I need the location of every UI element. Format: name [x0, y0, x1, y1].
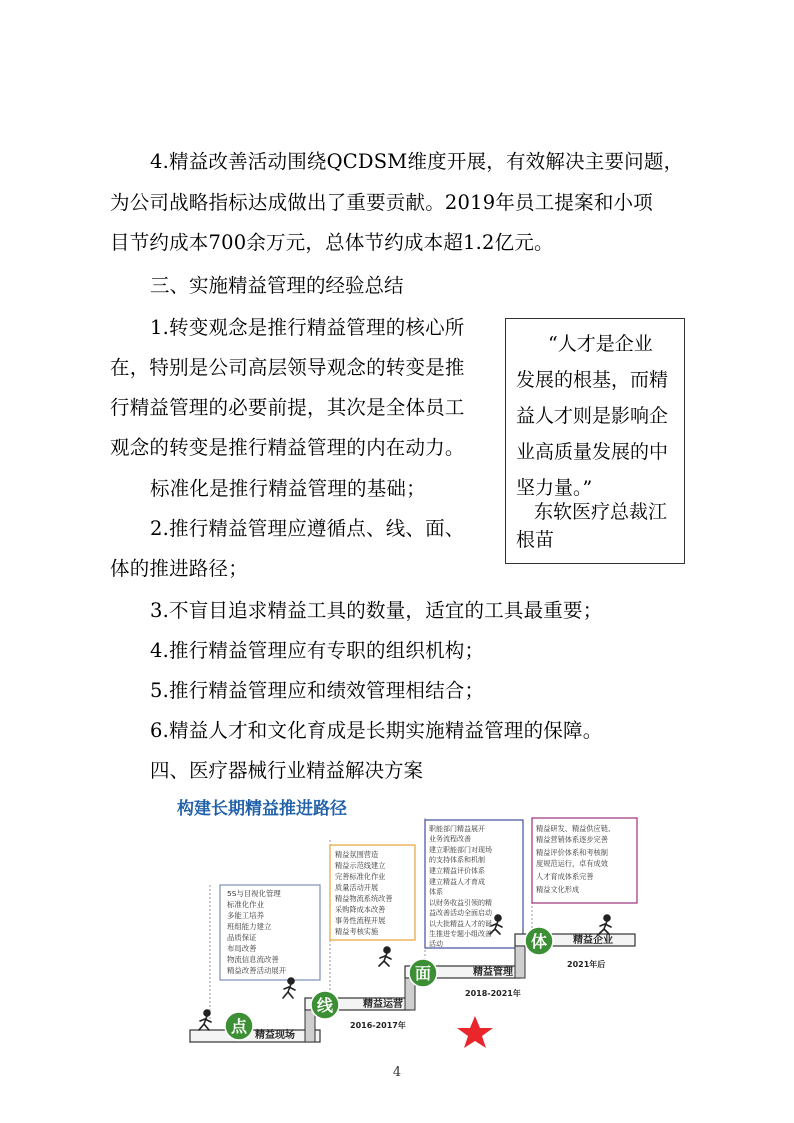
stage-period: 2021年后	[567, 960, 606, 969]
box3-item: 以财务收益引领的精	[429, 899, 492, 907]
stage-label: 精益运营	[363, 999, 403, 1010]
stage-label: 精益管理	[473, 967, 513, 978]
quote-author: 东软医疗总裁江	[534, 501, 668, 523]
item1-line1: 1.转变观念是推行精益管理的核心所	[150, 316, 465, 339]
box3-item: 业务流程改善	[429, 835, 471, 843]
box3-item: 生推进专题小组改善	[429, 930, 492, 938]
section-heading-3: 三、实施精益管理的经验总结	[150, 274, 404, 297]
box1-item: 标准化作业	[227, 900, 264, 909]
stage-period: 2018-2021年	[465, 989, 521, 998]
box4-item: 精益研发、精益供应链、	[536, 824, 616, 833]
quote-line: “人才是企业	[548, 333, 653, 355]
box1-item: 5S与目视化管理	[227, 889, 281, 898]
page-number: 4	[392, 1065, 402, 1080]
stage-period: 2016-2017年	[350, 1021, 406, 1030]
box4-item: 度规范运行，卓有成效	[536, 859, 608, 868]
box3-item: 体系	[429, 888, 443, 896]
box4-item: 精益营销体系逐步完善	[536, 835, 608, 844]
box4-item: 精益文化形成	[536, 885, 580, 894]
box3-item: 建立精益评价体系	[429, 867, 485, 875]
item1-line2: 在，特别是公司高层领导观念的转变是推	[110, 356, 465, 379]
box2-item: 采购降成本改善	[335, 905, 386, 914]
box4-item: 人才育成体系完善	[536, 872, 594, 881]
box3-item: 益改善活动全面启动	[429, 909, 492, 917]
quote-line: 益人才则是影响企	[516, 405, 669, 427]
svg-text:线: 线	[316, 996, 334, 1015]
section-heading-4: 四、医疗器械行业精益解决方案	[150, 759, 424, 782]
box2-item: 精益考核实施	[335, 927, 379, 936]
item1-line4: 观念的转变是推行精益管理的内在动力。	[110, 436, 465, 459]
box1-item: 布局改善	[227, 944, 257, 953]
stage-circle	[409, 959, 437, 987]
box3-item: 的支持体系和机制	[429, 856, 485, 864]
svg-text:点: 点	[230, 1017, 248, 1036]
standard-line: 标准化是推行精益管理的基础；	[150, 477, 426, 500]
box1-item: 品质保证	[227, 933, 257, 942]
walking-figure-icon	[283, 978, 295, 998]
box4-item: 精益评价体系和考核制	[536, 848, 608, 857]
diagram-title: 构建长期精益推进路径	[177, 799, 347, 819]
item5-line: 5.推行精益管理应和绩效管理相结合；	[150, 679, 485, 702]
box3-item: 建立精益人才育成	[429, 878, 485, 886]
box1-item: 班组能力建立	[227, 922, 272, 931]
quote-box	[505, 318, 685, 564]
para1-line1: 4.精益改善活动围绕QCDSM维度开展，有效解决主要问题，	[150, 150, 684, 173]
box1-item: 精益改善活动展开	[227, 966, 287, 975]
walking-figure-icon	[379, 947, 391, 966]
para1-line2: 为公司战略指标达成做出了重要贡献。2019年员工提案和小项	[110, 191, 653, 214]
quote-line: 坚力量。”	[516, 477, 593, 499]
walking-figure-icon	[199, 1010, 211, 1030]
para1-line3: 目节约成本700余万元，总体节约成本超1.2亿元。	[110, 231, 554, 254]
box1-item: 物流信息流改善	[227, 955, 279, 964]
box3-item: 以大批精益人才的诞	[429, 920, 492, 928]
item4-line: 4.推行精益管理应有专职的组织机构；	[150, 639, 485, 662]
box2-item: 精益示范线建立	[335, 861, 386, 870]
quote-line: 业高质量发展的中	[516, 441, 669, 463]
box2-item: 精益氛围营造	[335, 850, 379, 859]
item3-line: 3.不盲目追求精益工具的数量，适宜的工具最重要；	[150, 599, 603, 622]
box1-item: 多能工培养	[227, 911, 264, 920]
item6-line: 6.精益人才和文化育成是长期实施精益管理的保障。	[150, 719, 603, 742]
lean-path-diagram	[175, 790, 665, 1055]
svg-text:体: 体	[530, 932, 548, 951]
box3-item: 活动	[429, 940, 443, 948]
walking-figure-icon	[599, 915, 611, 934]
box2-item: 精益物流系统改善	[335, 894, 393, 903]
star-icon	[457, 1016, 493, 1048]
box3-item: 职能部门精益展开	[429, 825, 485, 833]
stage-circle	[225, 1012, 253, 1040]
stage-circle	[525, 927, 553, 955]
box3-item: 建立职能部门对现场	[429, 846, 492, 854]
box2-item: 完善标准化作业	[335, 872, 386, 881]
quote-author: 根苗	[516, 529, 555, 551]
box2-item: 质量活动开展	[335, 883, 379, 892]
stage-circle	[311, 991, 339, 1019]
item2-line2: 体的推进路径；	[110, 557, 248, 580]
item2-line1: 2.推行精益管理应遵循点、线、面、	[150, 517, 465, 540]
stage2-box	[330, 845, 415, 940]
box2-item: 事务性流程开展	[335, 916, 386, 925]
quote-line: 发展的根基，而精	[516, 369, 669, 391]
stage-label: 精益企业	[573, 935, 613, 946]
svg-text:面: 面	[414, 964, 432, 983]
item1-line3: 行精益管理的必要前提，其次是全体员工	[110, 396, 465, 419]
stage-label: 精益现场	[255, 1030, 295, 1041]
